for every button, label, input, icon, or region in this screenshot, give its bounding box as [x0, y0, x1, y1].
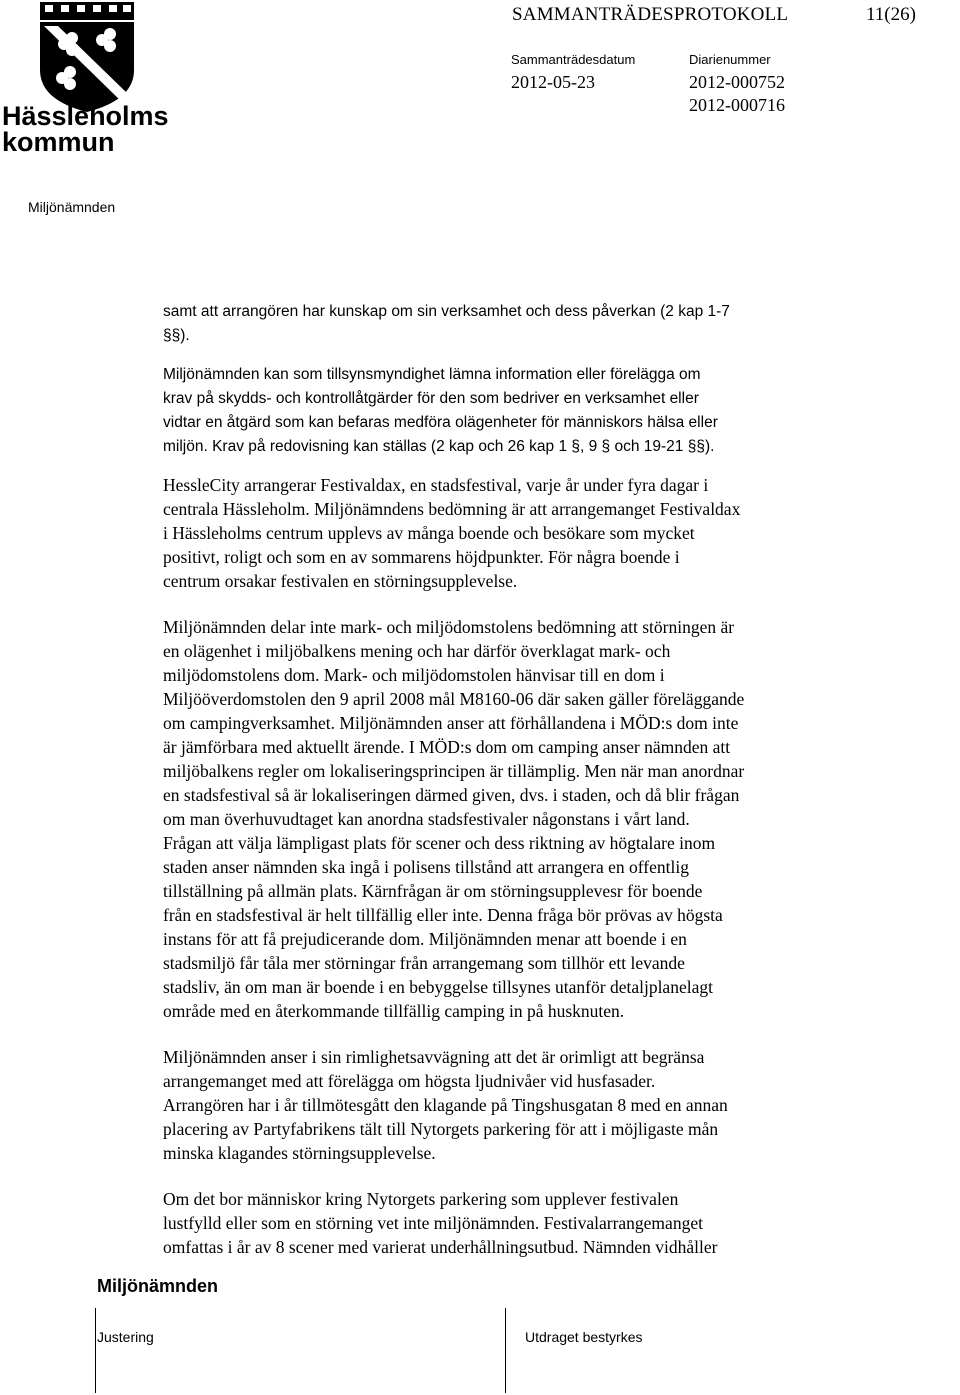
- footer-department: Miljönämnden: [97, 1276, 218, 1296]
- paragraph: samt att arrangören har kunskap om sin verksamhet och dess påverkan (2 kap 1-7 §§).: [163, 303, 730, 344]
- paragraph: Miljönämnden delar inte mark- och miljödomstolens bedömning att störningen är en olägenhet i miljöbalkens mening och har därför överklagat mark- och miljödomstolens dom. Mark- och miljödomstolen hänvisar till en dom i Miljööverdomstolen den 9 april 2008 mål M8160-06 där saken gäller föreläggande om campingverksamhet. Miljönämnden anser att förhållandena i MÖD:s dom inte är jämförbara med aktuellt ärende. I MÖD:s dom om camping anser nämnden att miljöbalkens regler om lokaliseringsprincipen är tillämplig. Men när man anordnar en stadsfestival så är lokaliseringen därmed given, dvs. i staden, och då blir frågan om man överhuvudtaget kan anordna stadsfestivaler någonstans i vårt land. Frågan att välja lämpligast plats för scener och dess riktning av högtalare inom staden anser nämnden ska ingå i polisens tillstånd att arrangera en offentlig tillställning på allmän plats. Kärnfrågan är om störningsupplevesr för boende från en stadsfestival är helt tillfällig eller inte. Denna fråga bör prövas av högsta instans för att få prejudicerande dom. Miljönämnden menar att boende i en stadsmiljö får tåla mer störningar från arrangemang som tillhör ett levande stadsliv, än om man är boende i en bebyggelse tillsynes utanför detaljplanelagt område med en återkommande tillfällig camping in på husknuten.: [163, 617, 745, 1021]
- justering-label: Justering: [97, 1329, 154, 1345]
- paragraph: Miljönämnden anser i sin rimlighetsavvägning att det är orimligt att begränsa arrangemanget med att förelägga om högsta ljudnivåer vid husfasader. Arrangören har i år tillmötesgått den klagande på Tingshusgatan 8 med en annan placering av Partyfabrikens tält till Nytorgets parkering för att i möjligaste mån minska klagandes störningsupplevelse.: [163, 1047, 728, 1163]
- footer-divider: [95, 1308, 96, 1393]
- diarie-label: Diarienummer: [689, 52, 771, 67]
- logo-text-line1: Hässleholms: [2, 101, 169, 131]
- footer-divider: [505, 1308, 506, 1393]
- logo-wordmark: [2, 103, 169, 155]
- paragraph: HessleCity arrangerar Festivaldax, en stadsfestival, varje år under fyra dagar i centrala Hässleholm. Miljönämndens bedömning är att arrangemanget Festivaldax i Hässleholms centrum upplevs av många boende och besökare som mycket positivt, roligt och som en av sommarens höjdpunkter. För några boende i centrum orsakar festivalen en störningsupplevelse.: [163, 475, 741, 591]
- utdrag-label: Utdraget bestyrkes: [525, 1329, 643, 1345]
- logo-text-line2: kommun: [2, 127, 115, 157]
- date-label: Sammanträdesdatum: [511, 52, 636, 67]
- diarie-value: 2012-000716: [689, 95, 785, 115]
- date-value: 2012-05-23: [511, 72, 595, 92]
- department-heading: Miljönämnden: [28, 199, 116, 215]
- document-title: SAMMANTRÄDESPROTOKOLL: [512, 4, 789, 25]
- document-body: [163, 300, 853, 1274]
- paragraph: Om det bor människor kring Nytorgets parkering som upplever festivalen lustfylld eller som en störning vet inte miljönämnden. Festivalarrangemanget omfattas i år av 8 scener med varierat underhållningsutbud. Nämnden vidhåller: [163, 1189, 718, 1257]
- page-number: 11(26): [866, 4, 916, 25]
- paragraph: Miljönämnden kan som tillsynsmyndighet lämna information eller förelägga om krav på skydds- och kontrollåtgärder för den som bedriver en verksamhet eller vidtar en åtgärd som kan befaras medföra olägenheter för människors hälsa eller miljön. Krav på redovisning kan ställas (2 kap och 26 kap 1 §, 9 § och 19-21 §§).: [163, 366, 718, 455]
- diarie-value: 2012-000752: [689, 72, 785, 92]
